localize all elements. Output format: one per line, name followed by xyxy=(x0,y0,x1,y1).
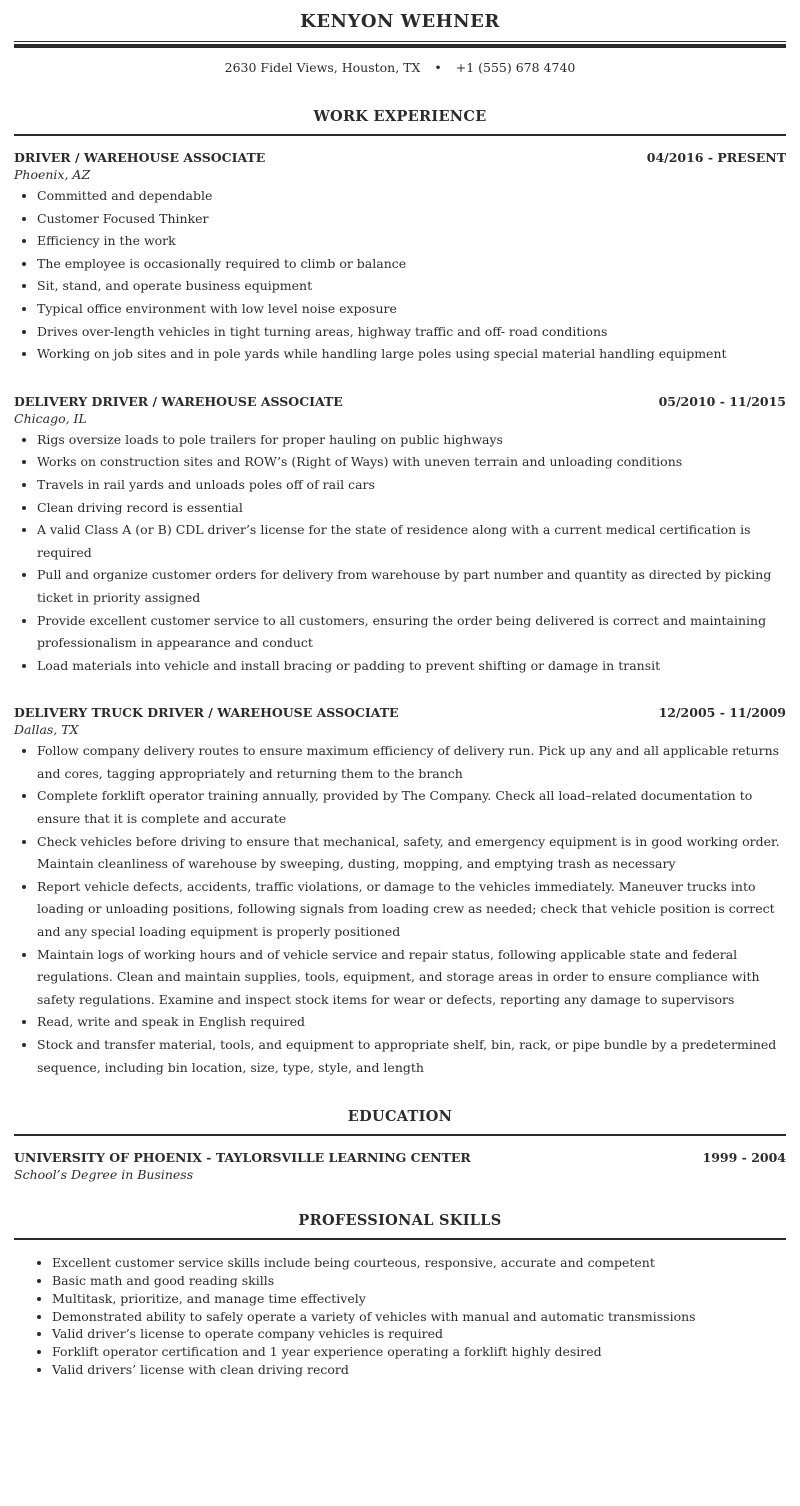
section-divider xyxy=(14,1238,786,1240)
contact-line xyxy=(14,60,786,76)
skill-item: • Excellent customer service skills include being courteous, responsive, accurate and competent xyxy=(52,1254,786,1272)
job-bullet: • Read, write and speak in English required xyxy=(37,1011,786,1034)
job-header xyxy=(14,394,786,410)
job-bullet: • Sit, stand, and operate business equipment xyxy=(37,275,786,298)
skill-item: • Valid driver’s license to operate company vehicles is required xyxy=(52,1325,786,1343)
job-header xyxy=(14,705,786,721)
job-bullet: • Rigs oversize loads to pole trailers for proper hauling on public highways xyxy=(37,429,786,452)
job-location: Chicago, IL xyxy=(14,410,87,426)
education-section xyxy=(14,1108,786,1184)
contact-separator: • xyxy=(434,60,442,75)
job-entry xyxy=(14,394,786,678)
job-bullet: • Check vehicles before driving to ensure that mechanical, safety, and emergency equipment is in good working order. Maintain cleanliness of warehouse by sweeping, dusting, mopping, and emptying trash as necessary xyxy=(37,831,786,876)
job-location: Phoenix, AZ xyxy=(14,167,91,182)
degree: School’s Degree in Business xyxy=(14,1167,194,1183)
job-bullets xyxy=(14,740,786,1079)
job-bullet: • Stock and transfer material, tools, and equipment to appropriate shelf, bin, rack, or pipe bundle by a predetermined sequence, including bin location, size, type, style, and length xyxy=(37,1034,786,1079)
candidate-name: KENYON WEHNER xyxy=(300,11,500,32)
header-divider-thin xyxy=(14,41,786,42)
address: 2630 Fidel Views, Houston, TX xyxy=(224,60,421,75)
job-bullet: • Working on job sites and in pole yards while handling large poles using special material handling equipment xyxy=(37,343,786,366)
job-bullet: • Efficiency in the work xyxy=(37,230,786,253)
job-bullet: • Pull and organize customer orders for delivery from warehouse by part number and quantity as directed by picking ticket in priority assigned xyxy=(37,564,786,609)
education-entry xyxy=(14,1150,786,1184)
job-bullet: • Provide excellent customer service to all customers, ensuring the order being delivered is correct and maintaining professionalism in appearance and conduct xyxy=(37,610,786,655)
skill-item: • Multitask, prioritize, and manage time effectively xyxy=(52,1290,786,1308)
section-divider xyxy=(14,134,786,136)
job-title: DELIVERY DRIVER / WAREHOUSE ASSOCIATE xyxy=(14,393,343,409)
job-bullet: • Complete forklift operator training annually, provided by The Company. Check all load–related documentation to ensure that it is complete and accurate xyxy=(37,785,786,830)
school-name: UNIVERSITY OF PHOENIX - TAYLORSVILLE LEARNING CENTER xyxy=(14,1150,471,1166)
skills-title: PROFESSIONAL SKILLS xyxy=(298,1212,502,1230)
job-bullet: • Report vehicle defects, accidents, traffic violations, or damage to the vehicles immediately. Maneuver trucks into loading or unloading positions, following signals from loading crew as needed; check that vehicle position is correct and any special loading equipment is properly positioned xyxy=(37,876,786,944)
job-header xyxy=(14,150,786,166)
job-entry xyxy=(14,150,786,366)
job-dates: 05/2010 - 11/2015 xyxy=(658,393,786,409)
skills-list xyxy=(14,1254,786,1379)
job-bullet: • The employee is occasionally required to climb or balance xyxy=(37,253,786,276)
phone: +1 (555) 678 4740 xyxy=(455,60,576,75)
job-dates: 12/2005 - 11/2009 xyxy=(658,705,786,721)
education-title: EDUCATION xyxy=(347,1108,453,1126)
skill-item: • Basic math and good reading skills xyxy=(52,1272,786,1290)
job-bullet: • Clean driving record is essential xyxy=(37,497,786,520)
job-bullet: • Committed and dependable xyxy=(37,185,786,208)
job-bullet: • A valid Class A (or B) CDL driver’s license for the state of residence along with a current medical certification is required xyxy=(37,519,786,564)
job-bullets xyxy=(14,429,786,678)
skill-item: • Forklift operator certification and 1 year experience operating a forklift highly desired xyxy=(52,1343,786,1361)
education-dates: 1999 - 2004 xyxy=(702,1150,786,1166)
work-experience-section xyxy=(14,108,786,1079)
job-bullet: • Typical office environment with low level noise exposure xyxy=(37,298,786,321)
job-dates: 04/2016 - PRESENT xyxy=(646,150,786,165)
job-entry xyxy=(14,705,786,1079)
section-divider xyxy=(14,1134,786,1136)
job-title: DELIVERY TRUCK DRIVER / WAREHOUSE ASSOCIATE xyxy=(14,705,399,721)
skill-item: • Valid drivers’ license with clean driving record xyxy=(52,1361,786,1379)
skill-item: • Demonstrated ability to safely operate a variety of vehicles with manual and automatic transmissions xyxy=(52,1308,786,1326)
jobs-list xyxy=(14,150,786,1079)
header-divider-thick xyxy=(14,44,786,48)
job-location: Dallas, TX xyxy=(14,722,79,738)
job-bullet: • Travels in rail yards and unloads poles off of rail cars xyxy=(37,474,786,497)
job-bullet: • Load materials into vehicle and install bracing or padding to prevent shifting or damage in transit xyxy=(37,655,786,678)
job-title: DRIVER / WAREHOUSE ASSOCIATE xyxy=(14,150,266,165)
job-bullet: • Works on construction sites and ROW’s (Right of Ways) with uneven terrain and unloading conditions xyxy=(37,451,786,474)
job-bullets xyxy=(14,185,786,366)
job-bullet: • Drives over-length vehicles in tight turning areas, highway traffic and off- road conditions xyxy=(37,321,786,344)
job-bullet: • Maintain logs of working hours and of vehicle service and repair status, following applicable state and federal regulations. Clean and maintain supplies, tools, equipment, and storage areas in order to ensure compliance with safety regulations. Examine and inspect stock items for wear or defects, reporting any damage to supervisors xyxy=(37,944,786,1012)
job-bullet: • Customer Focused Thinker xyxy=(37,208,786,231)
work-experience-title: WORK EXPERIENCE xyxy=(313,108,487,125)
skills-section xyxy=(14,1212,786,1379)
job-bullet: • Follow company delivery routes to ensure maximum efficiency of delivery run. Pick up any and all applicable returns and cores, tagging appropriately and returning them to the branch xyxy=(37,740,786,785)
